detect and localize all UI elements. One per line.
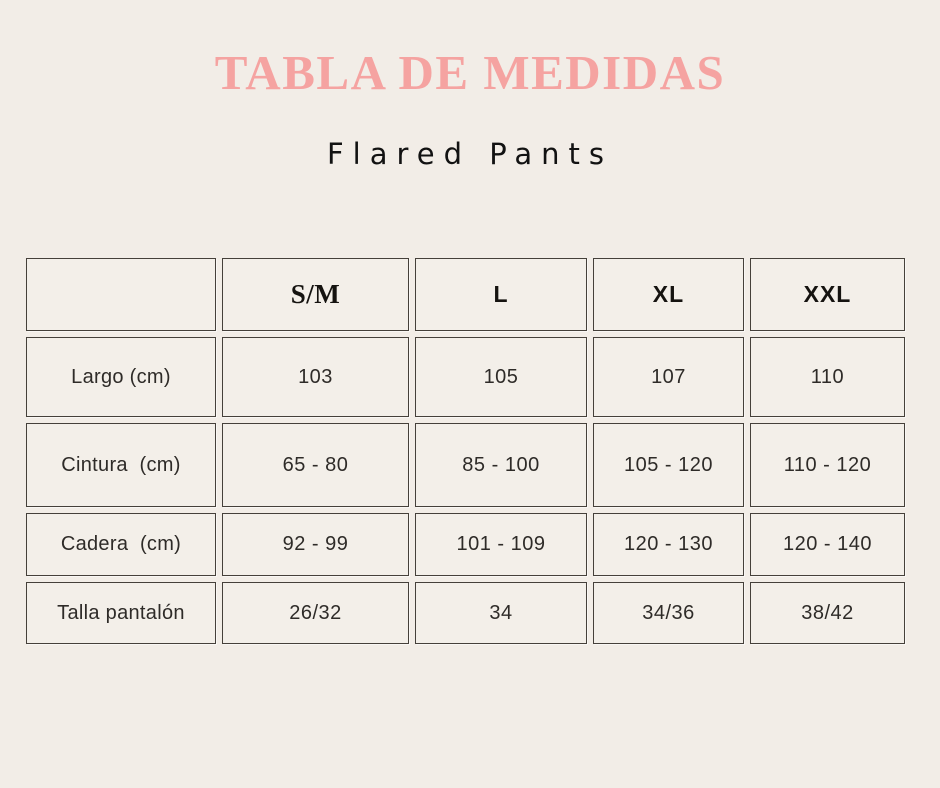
cell-cintura-xxl: 110 - 120 <box>750 423 905 507</box>
cell-cadera-sm: 92 - 99 <box>222 513 409 576</box>
header-cell-xxl: XXL <box>750 258 905 331</box>
size-chart-table <box>26 258 905 644</box>
cell-largo-xxl: 110 <box>750 337 905 417</box>
cell-cintura-xl: 105 - 120 <box>593 423 744 507</box>
row-label-largo: Largo (cm) <box>26 337 216 417</box>
cell-largo-xl: 107 <box>593 337 744 417</box>
cell-cadera-xl: 120 - 130 <box>593 513 744 576</box>
cell-talla-xxl: 38/42 <box>750 582 905 644</box>
cell-cintura-l: 85 - 100 <box>415 423 587 507</box>
cell-largo-sm: 103 <box>222 337 409 417</box>
header-cell-xl: XL <box>593 258 744 331</box>
cell-cadera-xxl: 120 - 140 <box>750 513 905 576</box>
header-cell-sm: S/M <box>222 258 409 331</box>
cell-cadera-l: 101 - 109 <box>415 513 587 576</box>
row-label-talla: Talla pantalón <box>26 582 216 644</box>
header-cell-empty <box>26 258 216 331</box>
cell-cintura-sm: 65 - 80 <box>222 423 409 507</box>
page-title: TABLA DE MEDIDAS <box>214 45 726 100</box>
cell-talla-sm: 26/32 <box>222 582 409 644</box>
row-label-cadera: Cadera (cm) <box>26 513 216 576</box>
page-subtitle: Flared Pants <box>326 137 614 171</box>
header-cell-l: L <box>415 258 587 331</box>
cell-talla-xl: 34/36 <box>593 582 744 644</box>
cell-largo-l: 105 <box>415 337 587 417</box>
row-label-cintura: Cintura (cm) <box>26 423 216 507</box>
cell-talla-l: 34 <box>415 582 587 644</box>
